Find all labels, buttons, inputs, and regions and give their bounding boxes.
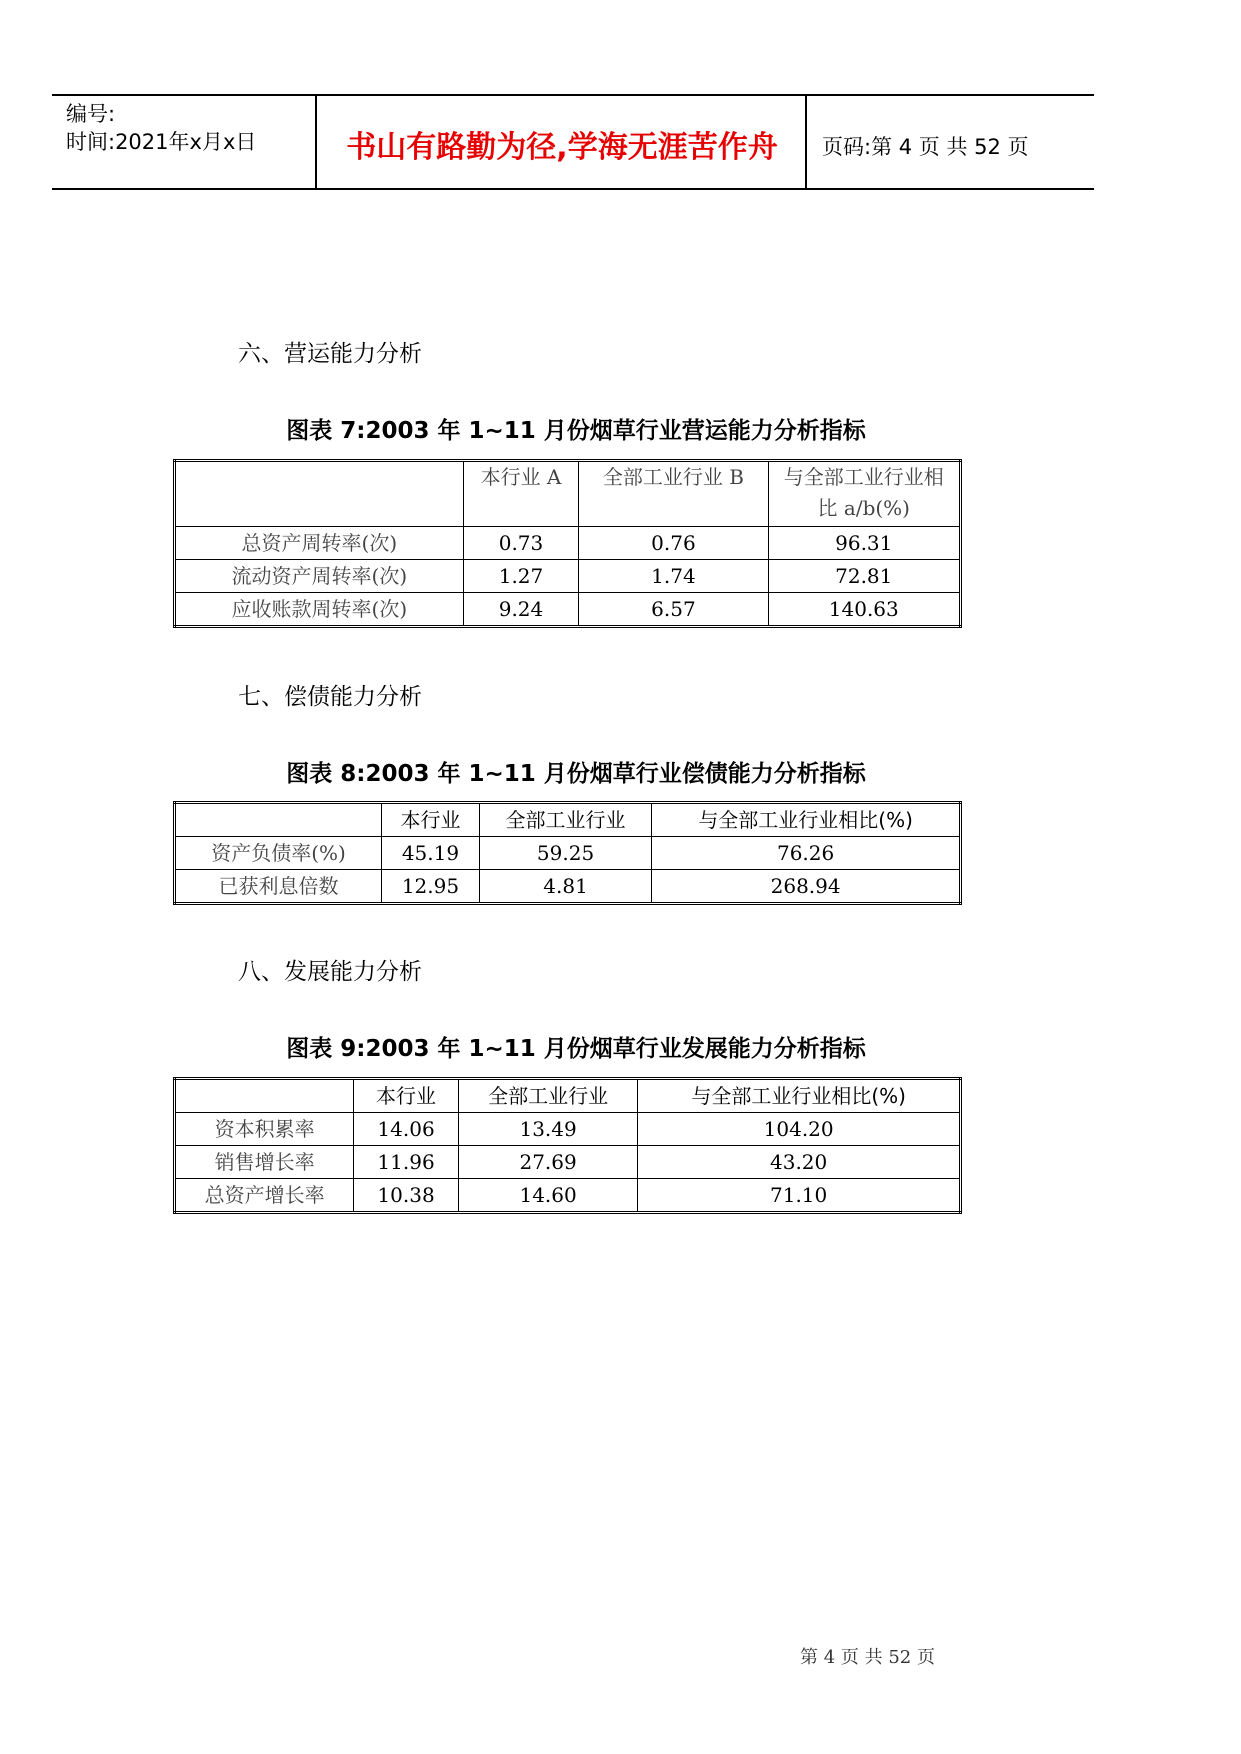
row-label: 流动资产周转率(次) [175,560,464,593]
document-time-label: 时间:2021年x月x日 [66,130,257,154]
table-row [175,593,961,627]
row-label: 资产负债率(%) [175,837,382,870]
cell-ratio: 96.31 [768,527,960,560]
header-motto: 书山有路勤为径,学海无涯苦作舟 [346,130,778,165]
table-caption-8: 图表 8:2003 年 1~11 月份烟草行业偿债能力分析指标 [286,761,866,787]
cell-industry: 1.27 [463,560,579,593]
table-row [175,1113,961,1146]
row-label: 已获利息倍数 [175,870,382,904]
section-title-operating: 六、营运能力分析 [238,341,422,367]
header-bottom-rule [52,188,1094,190]
header-cell-industry: 本行业 [382,803,480,837]
cell-ratio: 43.20 [638,1146,961,1179]
cell-all-industry: 0.76 [579,527,768,560]
header-cell-all-industry: 全部工业行业 [458,1079,637,1113]
section-title-solvency: 七、偿债能力分析 [238,684,422,710]
cell-all-industry: 59.25 [479,837,651,870]
table-header-row [175,1079,961,1113]
cell-ratio: 140.63 [768,593,960,627]
cell-industry: 12.95 [382,870,480,904]
header-top-rule [52,94,1094,96]
header-cell-industry: 本行业 A [463,461,579,527]
table-header-row [175,461,961,527]
table-solvency [173,801,962,905]
table-row [175,560,961,593]
header-cell-ratio: 与全部工业行业相比 a/b(%) [768,461,960,527]
table-row [175,1179,961,1213]
header-cell-industry: 本行业 [354,1079,459,1113]
cell-industry: 14.06 [354,1113,459,1146]
header-page-info: 页码:第 4 页 共 52 页 [822,135,1029,159]
page-footer: 第 4 页 共 52 页 [800,1647,935,1668]
section-title-development: 八、发展能力分析 [238,959,422,985]
cell-ratio: 76.26 [652,837,961,870]
table-header-row [175,803,961,837]
table-operating-capacity [173,459,962,628]
header-cell-ratio: 与全部工业行业相比(%) [652,803,961,837]
header-cell-all-industry: 全部工业行业 [479,803,651,837]
table-development [173,1077,962,1214]
cell-ratio: 268.94 [652,870,961,904]
cell-all-industry: 14.60 [458,1179,637,1213]
header-divider-left [315,95,317,190]
cell-industry: 10.38 [354,1179,459,1213]
table-row [175,837,961,870]
cell-all-industry: 13.49 [458,1113,637,1146]
row-label: 总资产增长率 [175,1179,354,1213]
row-label: 资本积累率 [175,1113,354,1146]
cell-all-industry: 6.57 [579,593,768,627]
cell-all-industry: 27.69 [458,1146,637,1179]
cell-ratio: 72.81 [768,560,960,593]
cell-all-industry: 1.74 [579,560,768,593]
header-cell-empty [175,803,382,837]
table-row [175,527,961,560]
cell-ratio: 104.20 [638,1113,961,1146]
cell-industry: 0.73 [463,527,579,560]
row-label: 销售增长率 [175,1146,354,1179]
row-label: 总资产周转率(次) [175,527,464,560]
header-cell-all-industry: 全部工业行业 B [579,461,768,527]
cell-industry: 11.96 [354,1146,459,1179]
table-row [175,870,961,904]
header-cell-ratio: 与全部工业行业相比(%) [638,1079,961,1113]
row-label: 应收账款周转率(次) [175,593,464,627]
cell-industry: 9.24 [463,593,579,627]
cell-all-industry: 4.81 [479,870,651,904]
header-cell-empty [175,1079,354,1113]
document-number-label: 编号: [66,102,116,126]
table-caption-9: 图表 9:2003 年 1~11 月份烟草行业发展能力分析指标 [286,1036,866,1062]
table-caption-7: 图表 7:2003 年 1~11 月份烟草行业营运能力分析指标 [286,418,866,444]
table-row [175,1146,961,1179]
cell-ratio: 71.10 [638,1179,961,1213]
cell-industry: 45.19 [382,837,480,870]
header-cell-empty [175,461,464,527]
